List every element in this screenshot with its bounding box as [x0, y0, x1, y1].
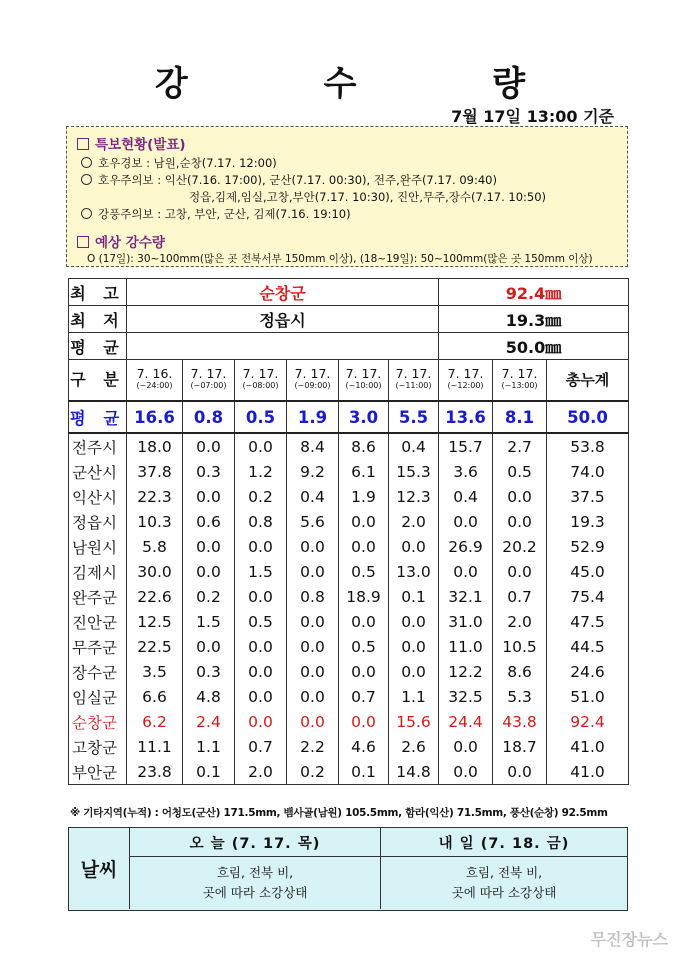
- rain-cell: 0.0: [287, 609, 339, 634]
- rain-cell: 3.5: [127, 659, 183, 684]
- rain-cell: 32.5: [439, 684, 493, 709]
- checkbox-square-icon: [77, 138, 89, 150]
- rain-cell: 0.7: [235, 734, 287, 759]
- table-row: [69, 559, 629, 584]
- region-name: 완주군: [69, 584, 127, 609]
- rain-cell: 51.0: [547, 684, 629, 709]
- table-row: [69, 659, 629, 684]
- rain-cell: 0.3: [183, 659, 235, 684]
- max-row: [69, 279, 629, 306]
- rain-cell: 0.5: [339, 559, 389, 584]
- rain-cell: 52.9: [547, 534, 629, 559]
- rain-cell: 1.5: [183, 609, 235, 634]
- region-name: 무주군: [69, 634, 127, 659]
- average-cell: 3.0: [339, 401, 389, 433]
- min-place: 정읍시: [127, 306, 439, 333]
- rain-cell: 18.0: [127, 433, 183, 459]
- rain-cell: 3.6: [439, 459, 493, 484]
- rain-cell: 2.4: [183, 709, 235, 734]
- rain-cell: 0.0: [339, 534, 389, 559]
- rainfall-table: [68, 278, 629, 785]
- average-cell: 0.8: [183, 401, 235, 433]
- rain-cell: 0.0: [339, 709, 389, 734]
- rain-cell: 0.0: [235, 659, 287, 684]
- rain-cell: 0.0: [339, 509, 389, 534]
- rain-cell: 22.5: [127, 634, 183, 659]
- rain-cell: 1.5: [235, 559, 287, 584]
- rain-cell: 31.0: [439, 609, 493, 634]
- rain-cell: 2.0: [493, 609, 547, 634]
- average-cell: 16.6: [127, 401, 183, 433]
- average-cell: 50.0: [547, 401, 629, 433]
- table-row: [69, 759, 629, 785]
- rain-cell: 44.5: [547, 634, 629, 659]
- rain-cell: 5.6: [287, 509, 339, 534]
- rain-cell: 8.6: [339, 433, 389, 459]
- rain-cell: 1.2: [235, 459, 287, 484]
- avg-summary-label: 평 균: [69, 333, 127, 360]
- column-header: 7. 17. (~07:00): [183, 360, 235, 402]
- table-row: [69, 459, 629, 484]
- region-name: 김제시: [69, 559, 127, 584]
- rain-cell: 8.6: [493, 659, 547, 684]
- rain-cell: 12.3: [389, 484, 439, 509]
- rain-cell: 0.0: [439, 759, 493, 785]
- max-place: 순창군: [127, 279, 439, 306]
- rain-cell: 1.1: [183, 734, 235, 759]
- rain-cell: 0.0: [235, 634, 287, 659]
- rain-cell: 0.0: [389, 659, 439, 684]
- circle-bullet-icon: [81, 174, 92, 185]
- table-row: [69, 734, 629, 759]
- checkbox-square-icon: [77, 236, 89, 248]
- table-row: [69, 684, 629, 709]
- column-header: 7. 17. (~09:00): [287, 360, 339, 402]
- basis-time: 7월 17일 13:00 기준: [451, 107, 614, 126]
- rain-cell: 2.7: [493, 433, 547, 459]
- tomorrow-header: 내 일 (7. 18. 금): [381, 828, 627, 857]
- rain-cell: 0.0: [439, 734, 493, 759]
- rain-cell: 0.0: [287, 534, 339, 559]
- rain-cell: 92.4: [547, 709, 629, 734]
- rain-cell: 41.0: [547, 759, 629, 785]
- rain-cell: 11.1: [127, 734, 183, 759]
- min-row: [69, 306, 629, 333]
- rain-cell: 0.2: [235, 484, 287, 509]
- rain-cell: 15.3: [389, 459, 439, 484]
- rain-cell: 0.0: [235, 709, 287, 734]
- total-header: 총누계: [547, 360, 629, 402]
- rain-cell: 0.8: [235, 509, 287, 534]
- rain-cell: 1.9: [339, 484, 389, 509]
- rain-cell: 6.2: [127, 709, 183, 734]
- rain-cell: 37.8: [127, 459, 183, 484]
- tomorrow-text: 흐림, 전북 비, 곳에 따라 소강상태: [451, 865, 557, 900]
- rain-cell: 75.4: [547, 584, 629, 609]
- rain-cell: 22.6: [127, 584, 183, 609]
- min-value: 19.3㎜: [439, 306, 629, 333]
- today-text: 흐림, 전북 비, 곳에 따라 소강상태: [202, 865, 308, 900]
- etc-note: ※ 기타지역(누적) : 어청도(군산) 171.5mm, 뱀사골(남원) 105.5mm, 함라(익산) 71.5mm, 풍산(순창) 92.5mm: [70, 807, 608, 819]
- rain-cell: 0.0: [493, 509, 547, 534]
- rain-cell: 19.3: [547, 509, 629, 534]
- rain-cell: 0.0: [235, 584, 287, 609]
- rain-cell: 10.5: [493, 634, 547, 659]
- table-row: [69, 433, 629, 459]
- notice-box: [66, 126, 628, 267]
- rain-cell: 0.0: [339, 609, 389, 634]
- region-name: 익산시: [69, 484, 127, 509]
- rain-cell: 0.7: [339, 684, 389, 709]
- rain-cell: 43.8: [493, 709, 547, 734]
- rain-cell: 0.0: [235, 534, 287, 559]
- rain-cell: 45.0: [547, 559, 629, 584]
- rain-cell: 8.4: [287, 433, 339, 459]
- page-title: 강 수 량: [154, 64, 588, 104]
- table-row: [69, 609, 629, 634]
- max-label: 최 고: [69, 279, 127, 306]
- weather-today: [130, 828, 381, 909]
- weather-tomorrow: [381, 828, 627, 909]
- column-header: 7. 17. (~13:00): [493, 360, 547, 402]
- average-row: [69, 401, 629, 433]
- rain-cell: 2.6: [389, 734, 439, 759]
- rain-cell: 0.0: [183, 634, 235, 659]
- region-name: 부안군: [69, 759, 127, 785]
- rain-cell: 0.0: [287, 659, 339, 684]
- rain-cell: 14.8: [389, 759, 439, 785]
- rain-cell: 74.0: [547, 459, 629, 484]
- rain-cell: 0.0: [287, 559, 339, 584]
- rain-cell: 6.6: [127, 684, 183, 709]
- rain-cell: 0.4: [287, 484, 339, 509]
- region-name: 장수군: [69, 659, 127, 684]
- rain-cell: 0.0: [183, 433, 235, 459]
- column-header: 7. 16. (~24:00): [127, 360, 183, 402]
- forecast-text: O (17일): 30~100mm(많은 곳 전북서부 150mm 이상), (18~19일): 50~100mm(많은 곳 150mm 이상): [87, 253, 593, 265]
- average-cell: 1.9: [287, 401, 339, 433]
- region-name: 임실군: [69, 684, 127, 709]
- min-label: 최 저: [69, 306, 127, 333]
- rain-cell: 15.6: [389, 709, 439, 734]
- warning-line: 호우주의보 : 익산(7.16. 17:00), 군산(7.17. 00:30), 전주,완주(7.17. 09:40): [81, 172, 497, 188]
- rain-cell: 10.3: [127, 509, 183, 534]
- rain-cell: 24.4: [439, 709, 493, 734]
- rain-cell: 24.6: [547, 659, 629, 684]
- rain-cell: 6.1: [339, 459, 389, 484]
- rain-cell: 0.0: [183, 484, 235, 509]
- rain-cell: 12.5: [127, 609, 183, 634]
- average-cell: 5.5: [389, 401, 439, 433]
- rain-cell: 2.0: [235, 759, 287, 785]
- rain-cell: 0.0: [493, 559, 547, 584]
- avg-summary-row: [69, 333, 629, 360]
- rain-cell: 26.9: [439, 534, 493, 559]
- division-label: 구 분: [69, 360, 127, 402]
- region-name: 군산시: [69, 459, 127, 484]
- rain-cell: 0.0: [287, 709, 339, 734]
- avg-summary-empty: [127, 333, 439, 360]
- rain-cell: 0.5: [339, 634, 389, 659]
- watermark-logo: 무진장뉴스: [590, 930, 668, 949]
- table-row: [69, 584, 629, 609]
- rain-cell: 18.7: [493, 734, 547, 759]
- rain-cell: 20.2: [493, 534, 547, 559]
- rain-cell: 4.8: [183, 684, 235, 709]
- table-row: [69, 634, 629, 659]
- region-name: 순창군: [69, 709, 127, 734]
- column-header: 7. 17. (~11:00): [389, 360, 439, 402]
- rain-cell: 0.0: [493, 484, 547, 509]
- region-name: 전주시: [69, 433, 127, 459]
- rain-cell: 0.0: [339, 659, 389, 684]
- warning-line: 호우경보 : 남원,순창(7.17. 12:00): [81, 155, 277, 171]
- rain-cell: 0.7: [493, 584, 547, 609]
- region-name: 진안군: [69, 609, 127, 634]
- rain-cell: 0.4: [389, 433, 439, 459]
- table-row: [69, 484, 629, 509]
- rain-cell: 32.1: [439, 584, 493, 609]
- forecast-heading: 예상 강수량: [77, 231, 165, 251]
- rain-cell: 1.1: [389, 684, 439, 709]
- avg-summary-value: 50.0㎜: [439, 333, 629, 360]
- region-name: 정읍시: [69, 509, 127, 534]
- average-cell: 0.5: [235, 401, 287, 433]
- rain-cell: 37.5: [547, 484, 629, 509]
- rain-cell: 0.0: [235, 433, 287, 459]
- warning-line: 강풍주의보 : 고창, 부안, 군산, 김제(7.16. 19:10): [81, 206, 351, 222]
- rain-cell: 0.2: [287, 759, 339, 785]
- rain-cell: 22.3: [127, 484, 183, 509]
- rain-cell: 15.7: [439, 433, 493, 459]
- column-header-row: [69, 360, 629, 402]
- region-name: 남원시: [69, 534, 127, 559]
- rain-cell: 30.0: [127, 559, 183, 584]
- weather-label: 날씨: [69, 828, 130, 909]
- column-header: 7. 17. (~10:00): [339, 360, 389, 402]
- column-header: 7. 17. (~08:00): [235, 360, 287, 402]
- rain-cell: 0.4: [439, 484, 493, 509]
- rain-cell: 0.0: [183, 534, 235, 559]
- today-header: 오 늘 (7. 17. 목): [130, 828, 380, 857]
- average-cell: 8.1: [493, 401, 547, 433]
- rain-cell: 5.3: [493, 684, 547, 709]
- rain-cell: 9.2: [287, 459, 339, 484]
- rain-cell: 0.0: [439, 559, 493, 584]
- rain-cell: 0.0: [183, 559, 235, 584]
- average-label: 평 균: [69, 401, 127, 433]
- rain-cell: 0.0: [389, 534, 439, 559]
- table-row: [69, 509, 629, 534]
- rain-cell: 0.1: [183, 759, 235, 785]
- special-heading: 특보현황(발표): [77, 133, 186, 153]
- table-row: [69, 709, 629, 734]
- rain-cell: 0.5: [235, 609, 287, 634]
- rain-cell: 0.0: [493, 759, 547, 785]
- rain-cell: 2.0: [389, 509, 439, 534]
- warning-line-cont: 정읍,김제,임실,고창,부안(7.17. 10:30), 진안,무주,장수(7.17. 10:50): [189, 190, 547, 204]
- rain-cell: 0.0: [389, 634, 439, 659]
- max-value: 92.4㎜: [439, 279, 629, 306]
- average-cell: 13.6: [439, 401, 493, 433]
- column-header: 7. 17. (~12:00): [439, 360, 493, 402]
- table-row: [69, 534, 629, 559]
- rain-cell: 0.1: [339, 759, 389, 785]
- weather-box: [68, 827, 628, 911]
- rain-cell: 18.9: [339, 584, 389, 609]
- rain-cell: 0.1: [389, 584, 439, 609]
- rain-cell: 47.5: [547, 609, 629, 634]
- rain-cell: 4.6: [339, 734, 389, 759]
- rain-cell: 0.5: [493, 459, 547, 484]
- rain-cell: 0.0: [287, 634, 339, 659]
- rain-cell: 0.2: [183, 584, 235, 609]
- rain-cell: 0.0: [389, 609, 439, 634]
- rain-cell: 0.3: [183, 459, 235, 484]
- rain-cell: 0.0: [287, 684, 339, 709]
- rain-cell: 13.0: [389, 559, 439, 584]
- rain-cell: 11.0: [439, 634, 493, 659]
- circle-bullet-icon: [81, 208, 92, 219]
- rain-cell: 0.6: [183, 509, 235, 534]
- rain-cell: 0.0: [235, 684, 287, 709]
- circle-bullet-icon: [81, 157, 92, 168]
- rain-cell: 5.8: [127, 534, 183, 559]
- region-name: 고창군: [69, 734, 127, 759]
- rain-cell: 53.8: [547, 433, 629, 459]
- rain-cell: 12.2: [439, 659, 493, 684]
- rain-cell: 0.8: [287, 584, 339, 609]
- rain-cell: 2.2: [287, 734, 339, 759]
- rain-cell: 23.8: [127, 759, 183, 785]
- rain-cell: 41.0: [547, 734, 629, 759]
- rain-cell: 0.0: [439, 509, 493, 534]
